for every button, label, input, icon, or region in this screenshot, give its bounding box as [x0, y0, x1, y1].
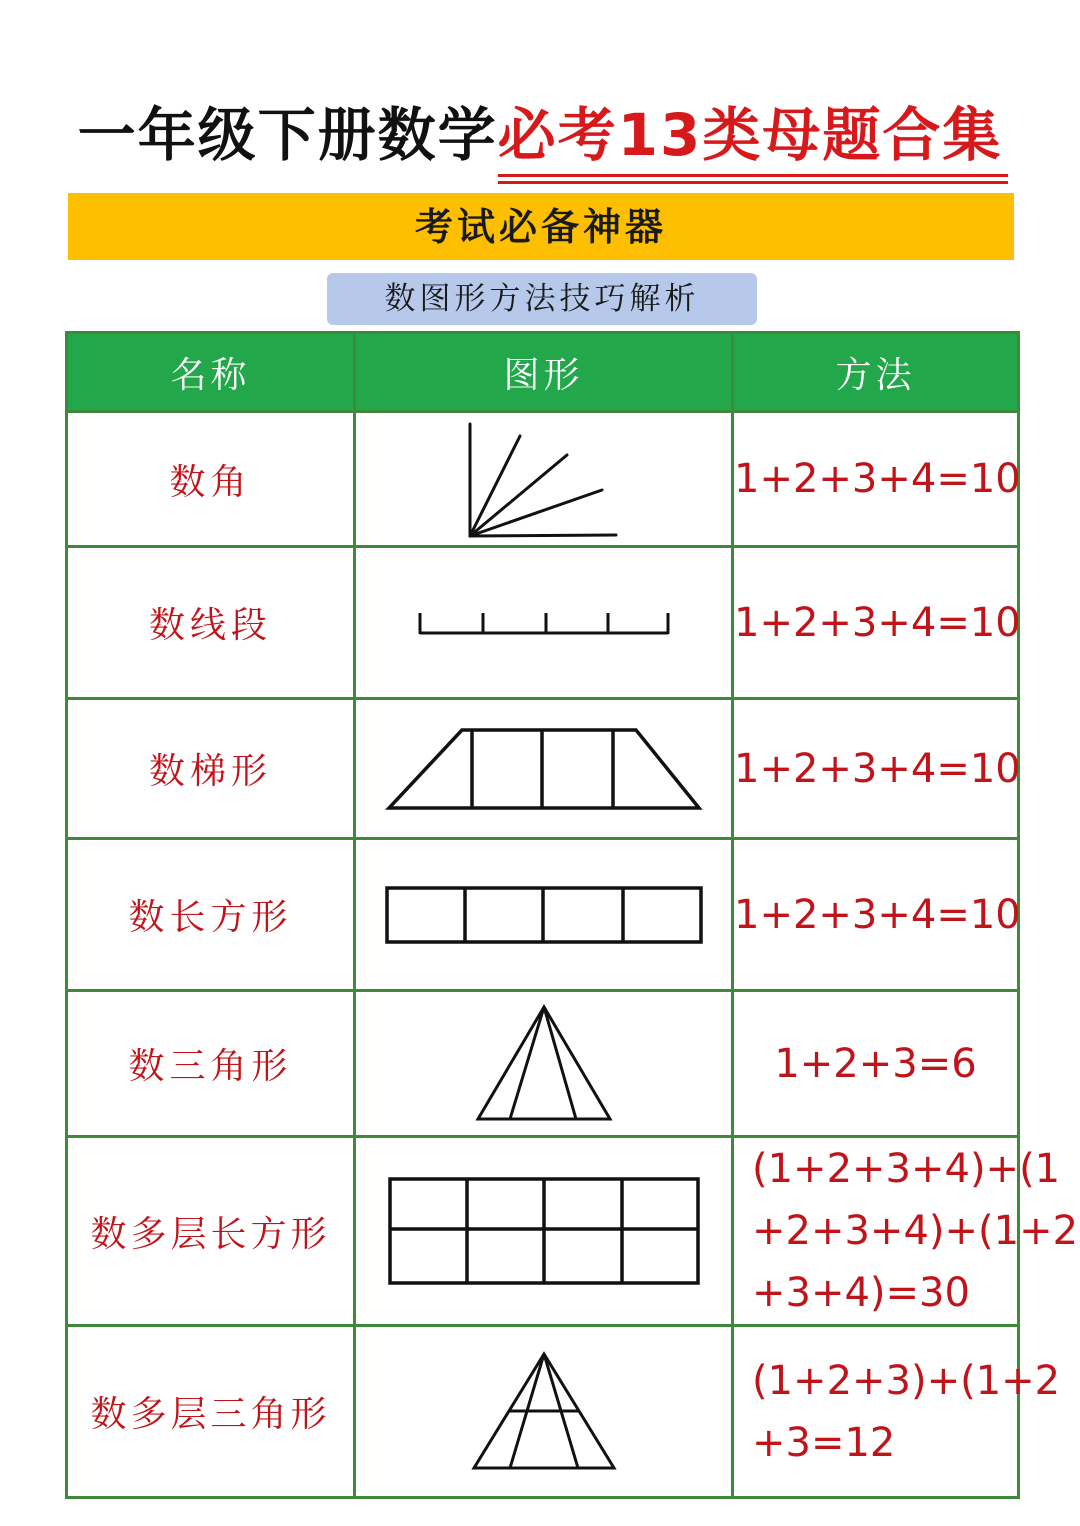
figure-cell — [355, 699, 733, 839]
banner: 考试必备神器 — [68, 193, 1014, 260]
table-row — [67, 1137, 1019, 1326]
method-line: +3=12 — [752, 1419, 896, 1466]
header-method: 方法 — [733, 333, 1019, 412]
table-row — [67, 839, 1019, 991]
table-row — [67, 412, 1019, 547]
table-row — [67, 1326, 1019, 1498]
figure-cell — [355, 1137, 733, 1326]
method-line: (1+2+3+4)+(1 — [752, 1146, 1061, 1192]
figure-cell — [355, 412, 733, 547]
method-cell: 1+2+3=6 — [733, 991, 1019, 1137]
row-name: 数多层三角形 — [67, 1326, 355, 1498]
divided-rectangle-icon — [383, 884, 705, 946]
row-name: 数长方形 — [67, 839, 355, 991]
method-cell: 1+2+3+4=10 — [733, 839, 1019, 991]
table-row — [67, 699, 1019, 839]
method-cell: 1+2+3+4=10 — [733, 547, 1019, 699]
row-name: 数线段 — [67, 547, 355, 699]
figure-cell — [355, 991, 733, 1137]
method-line: +3+4)=30 — [752, 1270, 970, 1316]
method-cell — [733, 1326, 1061, 1498]
method-cell: 1+2+3+4=10 — [733, 699, 1019, 839]
divided-trapezoid-icon — [385, 726, 703, 812]
figure-cell — [355, 1326, 733, 1498]
row-name: 数梯形 — [67, 699, 355, 839]
two-layer-triangle-icon — [468, 1350, 620, 1474]
fan-of-angles-icon — [464, 418, 624, 540]
divided-triangle-icon — [472, 1003, 616, 1125]
row-name: 数多层长方形 — [67, 1137, 355, 1326]
table-header-row — [67, 333, 1019, 412]
figure-cell — [355, 839, 733, 991]
table-row — [67, 547, 1019, 699]
method-cell: 1+2+3+4=10 — [733, 412, 1019, 547]
method-line: +2+3+4)+(1+2 — [752, 1208, 1079, 1254]
counting-methods-table — [65, 331, 1079, 1499]
subbanner: 数图形方法技巧解析 — [327, 273, 757, 325]
page-title — [0, 88, 1080, 172]
method-line: (1+2+3)+(1+2 — [752, 1357, 1061, 1404]
row-name: 数三角形 — [67, 991, 355, 1137]
two-layer-rectangle-icon — [386, 1175, 702, 1287]
header-name: 名称 — [67, 333, 355, 412]
row-name: 数角 — [67, 412, 355, 547]
title-black-part: 一年级下册数学 — [77, 101, 498, 169]
segmented-line-icon — [416, 609, 672, 637]
figure-cell — [355, 547, 733, 699]
table-row — [67, 991, 1019, 1137]
title-red-part: 必考13类母题合集 — [498, 88, 1003, 172]
method-cell — [733, 1137, 1079, 1326]
header-figure: 图形 — [355, 333, 733, 412]
